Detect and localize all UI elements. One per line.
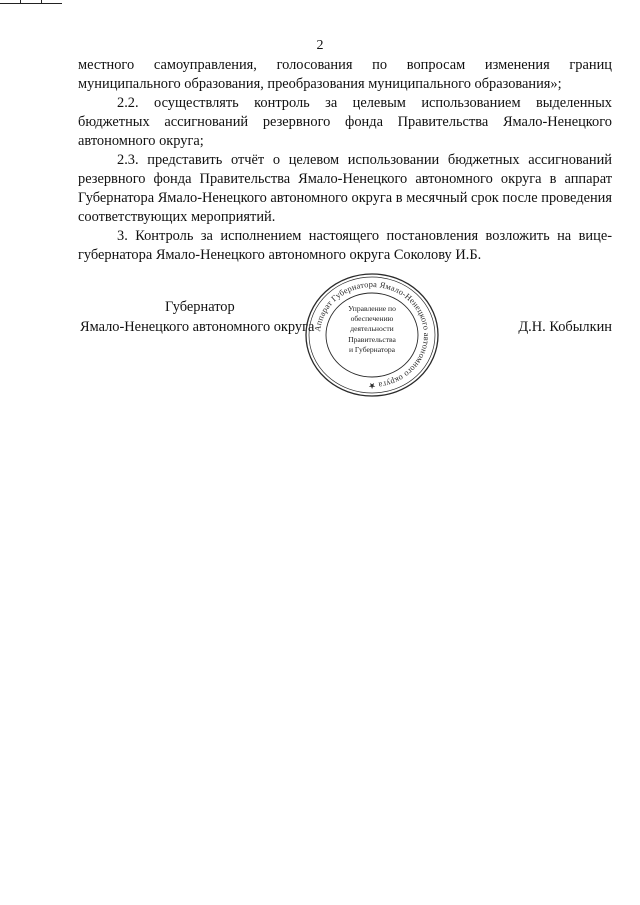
stamp-center-line: и Губернатора — [348, 344, 396, 354]
paragraph-2-2: 2.2. осуществлять контроль за целевым использованием выделенных бюджетных ассигнований резервного фонда Правительства Ямало-Ненецкого автономного округа; — [78, 95, 612, 149]
document-body — [78, 56, 612, 265]
page-number: 2 — [316, 38, 324, 53]
stamp-center-text — [326, 304, 418, 355]
stamp-center-line: Управление по — [348, 304, 396, 313]
svg-text:Аппарат Губернатора Ямало-Нене: Аппарат Губернатора Ямало-Ненецкого автономного округа ★ — [313, 279, 432, 391]
paragraph-2-3: 2.3. представить отчёт о целевом использовании бюджетных ассигнований резервного фонда Правительства Ямало-Ненецкого автономного округа в аппарат Губернатора Ямало-Ненецкого автономного округа в месячный срок после проведения соответствующих мероприятий. — [78, 152, 612, 225]
stamp-center-line: деятельности — [350, 324, 394, 334]
paragraph-continuation: местного самоуправления, голосования по вопросам изменения границ муниципального образования, преобразования муниципального образования»; — [78, 57, 612, 92]
official-stamp — [303, 271, 441, 399]
stamp-center-line: обеспечению — [350, 314, 394, 324]
signatory-name: Д.Н. Кобылкин — [518, 319, 612, 335]
stamp-center-line: Правительства — [348, 334, 396, 344]
signatory-title-region: Ямало-Ненецкого автономного округа — [80, 319, 315, 335]
signatory-title: Губернатор — [165, 299, 235, 315]
page-corner-mark — [0, 0, 62, 4]
paragraph-3: 3. Контроль за исполнением настоящего постановления возложить на вице-губернатора Ямало-Ненецкого автономного округа Соколову И.Б. — [78, 228, 612, 263]
